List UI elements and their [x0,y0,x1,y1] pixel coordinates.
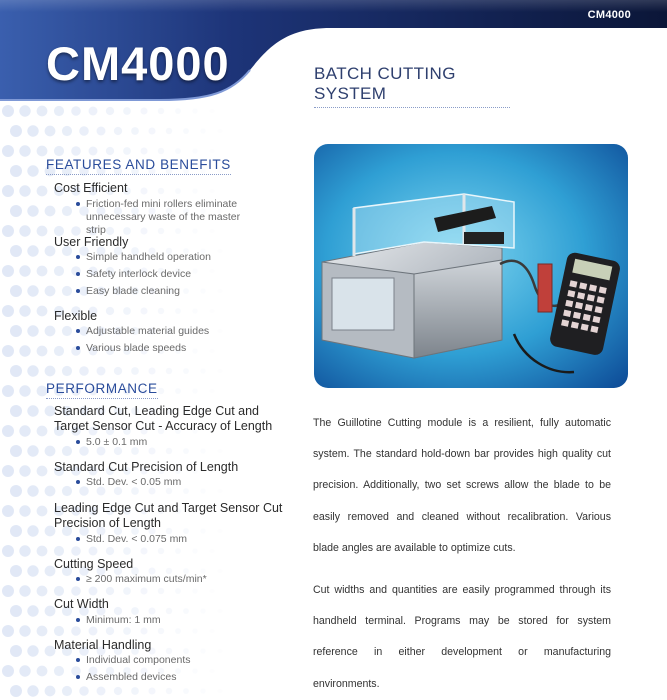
decorative-dot [10,285,22,297]
decorative-dot [123,107,131,115]
decorative-dot [54,666,64,676]
list-item: Easy blade cleaning [76,285,256,298]
decorative-dot [10,365,22,377]
decorative-dot [19,585,30,596]
feature-list [76,251,256,302]
decorative-dot [200,688,205,693]
decorative-dot [2,345,14,357]
decorative-dot [19,505,30,516]
decorative-dot [140,147,147,154]
list-item: Std. Dev. < 0.05 mm [76,476,276,489]
bullet-icon [76,289,80,293]
product-photo [314,144,628,388]
decorative-dot [10,525,22,537]
decorative-dot [10,325,22,337]
decorative-dot [2,545,14,557]
decorative-dot [89,147,98,156]
decorative-dot [2,465,14,477]
decorative-dot [71,146,81,156]
description-paragraph: The Guillotine Cutting module is a resilient, fully automatic system. The standard hold-down bar provides high quality cut precision. Additionally, two set screws allow the blade to be easily removed and cleaned without recalibration. Various blade angles are available to optimize cuts. [313,417,611,554]
decorative-dot [183,688,189,694]
decorative-dot [2,145,14,157]
feature-group-title: Cost Efficient [54,181,128,195]
decorative-dot [114,127,122,135]
decorative-dot [192,188,197,193]
decorative-dot [123,307,131,315]
performance-group-title: Standard Cut Precision of Length [54,460,239,474]
decorative-dot [200,608,205,613]
decorative-dot [79,366,89,376]
decorative-dot [148,127,155,134]
decorative-dot [10,405,22,417]
decorative-dot [210,149,215,154]
decorative-dot [218,609,223,614]
decorative-dot [10,125,22,137]
decorative-dot [10,565,22,577]
decorative-dot [192,308,197,313]
decorative-dot [27,685,38,696]
bullet-icon [76,202,80,206]
decorative-dot [27,285,38,296]
bullet-icon [76,658,80,662]
decorative-dot [27,165,38,176]
decorative-dot [166,128,172,134]
decorative-dot [2,505,14,517]
bullet-icon [76,618,80,622]
list-item: Assembled devices [76,671,276,684]
feature-list [76,325,256,359]
list-item: Adjustable material guides [76,325,256,338]
decorative-dot [45,206,56,217]
decorative-dot [45,446,56,457]
decorative-dot [2,425,14,437]
decorative-dot [210,189,215,194]
decorative-dot [37,586,48,597]
decorative-dot [27,565,38,576]
decorative-dot [19,145,30,156]
performance-group-title: Cutting Speed [54,557,134,571]
decorative-dot [37,186,48,197]
decorative-dot [19,345,30,356]
bullet-icon [76,346,80,350]
performance-list [76,573,276,590]
bullet-icon [76,577,80,581]
decorative-dot [54,346,64,356]
performance-group-title: Material Handling [54,638,152,652]
decorative-dot [62,206,72,216]
decorative-dot [27,405,38,416]
decorative-dot [2,225,14,237]
decorative-dot [166,688,172,694]
decorative-dot [27,125,38,136]
list-item: Std. Dev. < 0.075 mm [76,533,276,546]
decorative-dot [114,367,122,375]
header-tag: CM4000 [587,9,631,21]
feature-group-title: User Friendly [54,235,129,249]
decorative-dot [166,368,172,374]
decorative-dot [131,687,139,695]
decorative-dot [131,127,139,135]
decorative-dot [175,148,181,154]
decorative-dot [54,106,64,116]
decorative-dot [19,385,30,396]
decorative-dot [62,486,72,496]
decorative-dot [45,286,56,297]
decorative-dot [54,146,64,156]
decorative-dot [62,686,72,696]
performance-list [76,476,276,493]
performance-list [76,533,276,550]
decorative-dot [2,305,14,317]
decorative-dot [19,225,30,236]
decorative-dot [37,266,48,277]
product-name: CM4000 [46,37,230,90]
decorative-dot [158,388,164,394]
decorative-dot [106,147,114,155]
list-item: 5.0 ± 0.1 mm [76,436,276,449]
decorative-dot [218,369,223,374]
decorative-dot [27,605,38,616]
decorative-dot [27,325,38,336]
decorative-dot [158,108,164,114]
performance-group-title: Standard Cut, Leading Edge Cut and Target Sensor Cut - Accuracy of Length [54,404,273,433]
decorative-dot [10,685,22,697]
decorative-dot [123,147,131,155]
decorative-dot [19,665,30,676]
decorative-dot [10,605,22,617]
decorative-dot [183,128,189,134]
decorative-dot [218,689,223,694]
decorative-dot [175,108,181,114]
decorative-dot [19,545,30,556]
decorative-dot [131,367,139,375]
decorative-dot [192,108,197,113]
features-title: FEATURES AND BENEFITS [46,157,231,175]
decorative-dot [106,107,114,115]
decorative-dot [158,188,164,194]
list-item: Friction-fed mini rollers eliminate unnecessary waste of the master strip [76,198,256,237]
performance-list [76,654,276,688]
decorative-dot [54,586,64,596]
decorative-dot [175,188,181,194]
decorative-dot [45,486,56,497]
decorative-dot [62,326,72,336]
decorative-dot [37,466,48,477]
decorative-dot [148,687,155,694]
decorative-dot [45,126,56,137]
decorative-dot [10,645,22,657]
performance-group-title: Cut Width [54,597,109,611]
decorative-dot [19,465,30,476]
decorative-dot [140,107,147,114]
decorative-dot [37,506,48,517]
decorative-dot [79,126,89,136]
decorative-dot [158,308,164,314]
list-item: Various blade speeds [76,342,256,355]
decorative-dot [10,205,22,217]
decorative-dot [37,666,48,677]
performance-list [76,614,276,631]
decorative-dot [97,367,106,376]
bullet-icon [76,537,80,541]
decorative-dot [45,686,56,697]
decorative-dot [45,326,56,337]
list-item: Simple handheld operation [76,251,256,264]
decorative-dot [19,105,30,116]
decorative-dot [2,665,14,677]
decorative-dot [37,546,48,557]
decorative-dot [10,485,22,497]
decorative-dot [54,266,64,276]
decorative-dot [200,648,205,653]
decorative-dot [183,368,189,374]
decorative-dot [140,187,147,194]
decorative-dot [54,546,64,556]
decorative-dot [10,245,22,257]
decorative-dot [140,307,147,314]
decorative-dot [2,625,14,637]
bullet-icon [76,440,80,444]
decorative-dot [218,649,223,654]
decorative-dot [114,687,122,695]
decorative-dot [71,106,81,116]
decorative-dot [148,367,155,374]
decorative-dot [19,625,30,636]
decorative-dot [62,286,72,296]
decorative-dot [27,645,38,656]
decorative-dot [210,309,215,314]
decorative-dot [158,148,164,154]
decorative-dot [210,109,215,114]
list-item: Safety interlock device [76,268,256,281]
decorative-dot [10,165,22,177]
list-item: ≥ 200 maximum cuts/min* [76,573,276,586]
decorative-dot [175,388,181,394]
decorative-dot [54,626,64,636]
decorative-dot [45,366,56,377]
decorative-dot [37,306,48,317]
decorative-dot [200,368,205,373]
decorative-dot [19,425,30,436]
decorative-dot [27,365,38,376]
product-subtitle: BATCH CUTTING SYSTEM [314,64,510,108]
decorative-dot [106,307,114,315]
decorative-dot [27,485,38,496]
decorative-dot [27,245,38,256]
decorative-dot [62,366,72,376]
decorative-dot [19,305,30,316]
decorative-dot [19,265,30,276]
decorative-dot [62,126,72,136]
decorative-dot [37,226,48,237]
decorative-dot [89,107,98,116]
decorative-dot [2,385,14,397]
decorative-dot [62,446,72,456]
bullet-icon [76,675,80,679]
cutting-machine-illustration [314,144,628,388]
bullet-icon [76,329,80,333]
decorative-dot [192,388,197,393]
list-item: Minimum: 1 mm [76,614,276,627]
decorative-dot [200,128,205,133]
decorative-dot [10,445,22,457]
decorative-dot [175,308,181,314]
feature-group-title: Flexible [54,309,98,323]
decorative-dot [2,585,14,597]
decorative-dot [27,205,38,216]
performance-list [76,436,276,453]
performance-group-title: Leading Edge Cut and Target Sensor Cut Precision of Length [54,501,283,530]
decorative-dot [2,105,14,117]
performance-title: PERFORMANCE [46,381,158,399]
decorative-dot [27,525,38,536]
decorative-dot [97,127,106,136]
description [313,408,611,700]
bullet-icon [76,480,80,484]
decorative-dot [19,185,30,196]
list-item: Individual components [76,654,276,667]
decorative-dot [37,106,48,117]
decorative-dot [37,346,48,357]
bullet-icon [76,255,80,259]
decorative-dot [27,445,38,456]
decorative-dot [37,426,48,437]
decorative-dot [210,389,215,394]
description-paragraph: Cut widths and quantities are easily programmed through its handheld terminal. Programs may be stored for system reference in either development or manufacturing environments. [313,584,611,690]
decorative-dot [2,185,14,197]
decorative-dot [218,129,223,134]
bullet-icon [76,272,80,276]
decorative-dot [37,146,48,157]
decorative-dot [2,265,14,277]
decorative-dot [192,148,197,153]
decorative-dot [37,626,48,637]
